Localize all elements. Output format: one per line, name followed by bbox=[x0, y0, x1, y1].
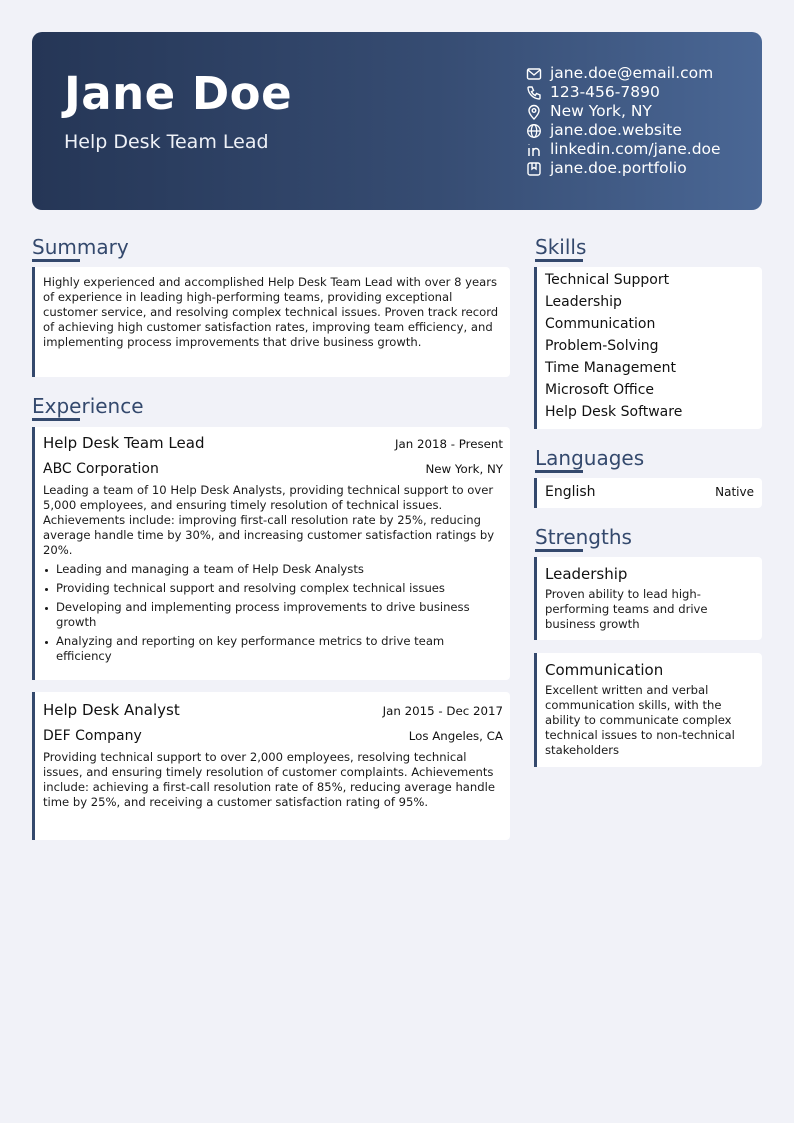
strength-card bbox=[534, 653, 762, 767]
job-company: DEF Company bbox=[43, 728, 142, 744]
candidate-title: Help Desk Team Lead bbox=[64, 131, 269, 153]
experience-underline bbox=[32, 418, 80, 421]
language-name: English bbox=[545, 484, 596, 500]
job-bullet: Providing technical support and resolving complex technical issues bbox=[43, 581, 503, 596]
contact-portfolio[interactable] bbox=[526, 159, 721, 178]
job-company: ABC Corporation bbox=[43, 461, 159, 477]
languages-underline bbox=[535, 470, 583, 473]
portfolio-icon bbox=[526, 161, 542, 177]
globe-icon bbox=[526, 123, 542, 139]
job-header-row bbox=[43, 700, 503, 720]
skill-item: Microsoft Office bbox=[545, 382, 655, 398]
job-description: Providing technical support to over 2,000 employees, resolving technical issues, and ensuring timely resolution of customer complaints. Achievements include: achieving a first-call resolution rate of 85%, reducing average handle time by 25%, and receiving a customer satisfaction rating of 95%. bbox=[43, 750, 495, 809]
skill-item: Help Desk Software bbox=[545, 404, 683, 420]
phone-icon bbox=[526, 85, 542, 101]
contact-text: linkedin.com/jane.doe bbox=[550, 140, 721, 158]
strength-card bbox=[534, 557, 762, 640]
strength-description: Proven ability to lead high-performing teams and drive business growth bbox=[545, 587, 708, 631]
skill-item: Technical Support bbox=[545, 272, 670, 288]
strengths-heading: Strengths bbox=[535, 525, 632, 549]
skill-item: Communication bbox=[545, 316, 656, 332]
job-company-row bbox=[43, 459, 503, 479]
experience-heading: Experience bbox=[32, 394, 144, 418]
job-card bbox=[32, 427, 510, 680]
job-dates: Jan 2015 - Dec 2017 bbox=[382, 704, 503, 718]
candidate-name: Jane Doe bbox=[64, 67, 293, 120]
contact-website[interactable] bbox=[526, 121, 721, 140]
job-title: Help Desk Analyst bbox=[43, 701, 180, 719]
job-bullet: Developing and implementing process improvements to drive business growth bbox=[43, 600, 503, 630]
contact-phone[interactable] bbox=[526, 83, 721, 102]
contact-list bbox=[526, 64, 721, 178]
language-row bbox=[545, 478, 754, 506]
job-card bbox=[32, 692, 510, 840]
mail-icon bbox=[526, 66, 542, 82]
contact-text: New York, NY bbox=[550, 102, 652, 120]
contact-text: jane.doe@email.com bbox=[550, 64, 714, 82]
strength-description: Excellent written and verbal communication skills, with the ability to communicate complex technical issues to non-technical stakeholders bbox=[545, 683, 735, 757]
contact-text: 123-456-7890 bbox=[550, 83, 660, 101]
strength-title: Communication bbox=[545, 661, 664, 679]
resume-header bbox=[32, 32, 762, 210]
job-description: Leading a team of 10 Help Desk Analysts, providing technical support to over 5,000 employees, and ensuring timely resolution of technical issues. Achievements include: improving first-call resolution rate by 25%, reducing average handle time by 30%, and increasing customer satisfaction ratings by 20%. bbox=[43, 483, 495, 557]
job-dates: Jan 2018 - Present bbox=[395, 437, 503, 451]
skill-item: Time Management bbox=[545, 360, 676, 376]
skill-item: Problem-Solving bbox=[545, 338, 659, 354]
job-bullet-list bbox=[43, 562, 503, 664]
strengths-underline bbox=[535, 549, 583, 552]
summary-underline bbox=[32, 259, 80, 262]
job-location: Los Angeles, CA bbox=[408, 729, 503, 743]
skills-heading: Skills bbox=[535, 235, 587, 259]
job-company-row bbox=[43, 726, 503, 746]
strength-title: Leadership bbox=[545, 565, 628, 583]
summary-heading: Summary bbox=[32, 235, 129, 259]
contact-email[interactable] bbox=[526, 64, 721, 83]
job-title: Help Desk Team Lead bbox=[43, 434, 205, 452]
skills-underline bbox=[535, 259, 583, 262]
summary-card bbox=[32, 267, 510, 377]
skill-item: Leadership bbox=[545, 294, 622, 310]
contact-linkedin[interactable] bbox=[526, 140, 721, 159]
job-header-row bbox=[43, 433, 503, 453]
contact-text: jane.doe.website bbox=[550, 121, 682, 139]
job-bullet: Leading and managing a team of Help Desk Analysts bbox=[43, 562, 503, 577]
job-bullet: Analyzing and reporting on key performance metrics to drive team efficiency bbox=[43, 634, 503, 664]
job-location: New York, NY bbox=[425, 462, 503, 476]
language-level: Native bbox=[715, 485, 754, 499]
location-icon bbox=[526, 104, 542, 120]
languages-card bbox=[534, 478, 762, 508]
linkedin-icon bbox=[526, 142, 542, 158]
contact-location[interactable] bbox=[526, 102, 721, 121]
skills-card bbox=[534, 267, 762, 429]
contact-text: jane.doe.portfolio bbox=[550, 159, 687, 177]
languages-heading: Languages bbox=[535, 446, 645, 470]
summary-text: Highly experienced and accomplished Help Desk Team Lead with over 8 years of experience in leading high-performing teams, providing exceptional customer service, and resolving complex technical issues. Proven track record of achieving high customer satisfaction rates, improving team efficiency, and implementing process improvements that drive business growth. bbox=[43, 275, 499, 349]
